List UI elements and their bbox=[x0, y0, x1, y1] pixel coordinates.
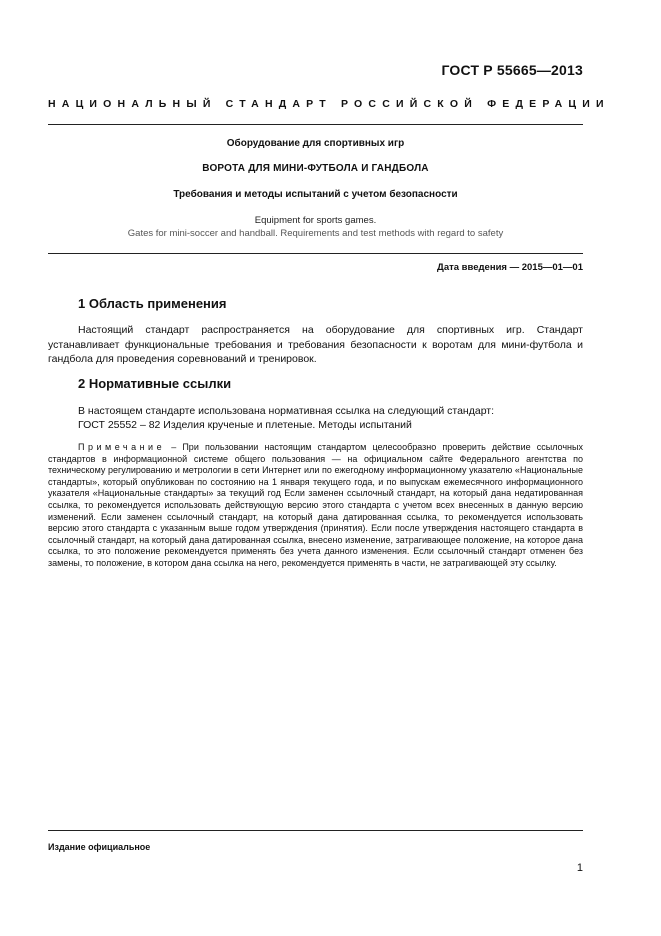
gost-code: ГОСТ Р 55665—2013 bbox=[441, 62, 583, 78]
edition-label: Издание официальное bbox=[48, 842, 151, 852]
page-number: 1 bbox=[576, 862, 583, 874]
note-label: Примечание bbox=[78, 442, 166, 452]
english-title-line2: Gates for mini-soccer and handball. Requirements and test methods with regard to safety bbox=[127, 228, 504, 239]
document-main-title: ВОРОТА ДЛЯ МИНИ-ФУТБОЛА И ГАНДБОЛА bbox=[202, 163, 429, 174]
introduction-date: Дата введения — 2015—01—01 bbox=[437, 262, 583, 273]
document-subtitle-requirements: Требования и методы испытаний с учетом безопасности bbox=[173, 189, 458, 200]
section1-paragraph: Настоящий стандарт распространяется на оборудование для спортивных игр. Стандарт устанавливает функциональные требования и требования безопасности к воротам для мини-футбола и гандбола для проведения соревнований и тренировок. bbox=[48, 324, 583, 365]
header-divider bbox=[48, 124, 583, 125]
english-title-line1: Equipment for sports games. bbox=[254, 215, 377, 226]
section2-note bbox=[48, 442, 583, 570]
title-divider bbox=[48, 253, 583, 254]
section2-heading: 2 Нормативные ссылки bbox=[78, 376, 232, 391]
document-subtitle-category: Оборудование для спортивных игр bbox=[226, 138, 405, 149]
note-text: – При пользовании настоящим стандартом целесообразно проверить действие ссылочных стандартов в информационной системе общего пользования — на официальном сайте Федерального агентства по техническому регулированию и метрологии в сети Интернет или по ежегодному информационному указателю «Национальные стандарты», который опубликован по состоянию на 1 января текущего года, и по выпускам ежемесячного информационного указателя «Национальные стандарты» за текущий год Если заменен ссылочный стандарт, на который дана недатированная ссылка, то рекомендуется использовать действующую версию этого стандарта с учетом всех внесенных в данную версию изменений. Если заменен ссылочный стандарт, на который дана датированная ссылка, то рекомендуется использовать версию этого стандарта с указанным выше годом утверждения (принятия). Если после утверждения настоящего стандарта в ссылочный стандарт, на который дана датированная ссылка, внесено изменение, затрагивающее положение, на которое дана ссылка, то это положение рекомендуется применять без учета данного изменения. Если ссылочный стандарт отменен без замены, то положение, в котором дана ссылка на него, рекомендуется применять в части, не затрагивающей эту ссылку. bbox=[48, 442, 583, 568]
section2-reference-item: ГОСТ 25552 – 82 Изделия крученые и плетеные. Методы испытаний bbox=[78, 419, 412, 431]
section1-heading: 1 Область применения bbox=[78, 296, 227, 311]
footer-divider bbox=[48, 830, 583, 831]
national-standard-heading: НАЦИОНАЛЬНЫЙ СТАНДАРТ РОССИЙСКОЙ ФЕДЕРАЦИИ bbox=[48, 98, 610, 110]
section2-reference-intro: В настоящем стандарте использована нормативная ссылка на следующий стандарт: bbox=[78, 405, 495, 417]
